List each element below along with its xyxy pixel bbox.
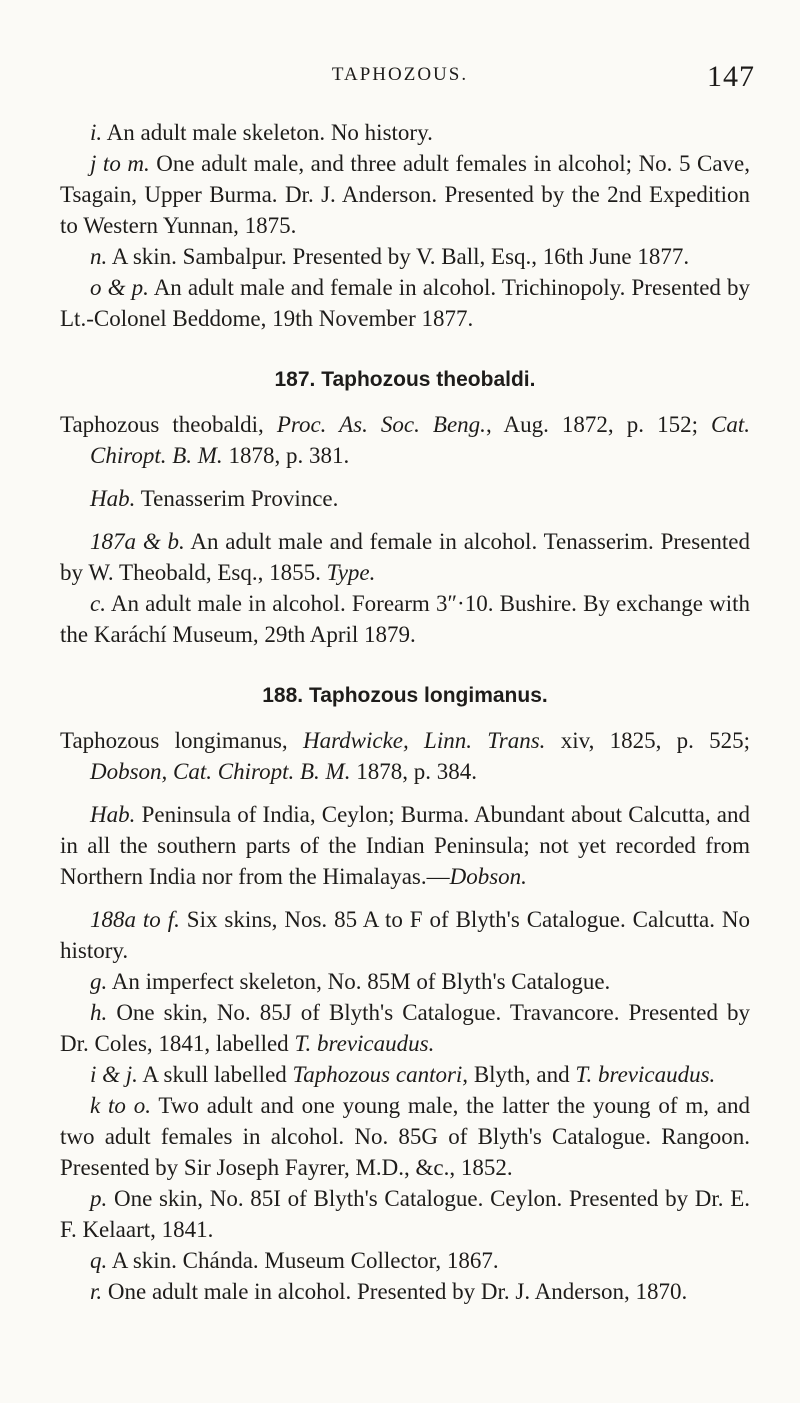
species-heading-187: 187. Taphozous theobaldi.	[274, 368, 536, 391]
entry-187c: c. An adult male in alcohol. Forearm 3″·10. Bushire. By exchange with the Karáchí Museum, 29th April 1879.	[60, 591, 750, 647]
entry-n: n. A skin. Sambalpur. Presented by V. Ball, Esq., 16th June 1877.	[90, 244, 690, 269]
species-heading-188: 188. Taphozous longimanus.	[262, 684, 548, 707]
entry-188r: r. One adult male in alcohol. Presented by Dr. J. Anderson, 1870.	[90, 1279, 688, 1304]
page-body	[60, 117, 750, 1307]
entry-188i-j: i & j. A skull labelled Taphozous cantori, Blyth, and T. brevicaudus.	[90, 1062, 716, 1087]
entry-188h: h. One skin, No. 85J of Blyth's Catalogue. Travancore. Presented by Dr. Coles, 1841, labelled T. brevicaudus.	[60, 1000, 750, 1056]
entry-j-to-m: j to m. One adult male, and three adult females in alcohol; No. 5 Cave, Tsagain, Upper Burma. Dr. J. Anderson. Presented by the 2nd Expedition to Western Yunnan, 1875.	[60, 151, 751, 238]
page-number: 147	[707, 60, 755, 93]
entry-188a-f: 188a to f. Six skins, Nos. 85 A to F of Blyth's Catalogue. Calcutta. No history.	[60, 907, 751, 963]
habitat-188: Hab. Peninsula of India, Ceylon; Burma. Abundant about Calcutta, and in all the southern parts of the Indian Peninsula; not yet recorded from Northern India nor from the Himalayas.—Dobson.	[60, 802, 751, 889]
entry-i: i. An adult male skeleton. No history.	[90, 120, 433, 145]
entry-o-p: o & p. An adult male and female in alcohol. Trichinopoly. Presented by Lt.-Colonel Beddome, 19th November 1877.	[60, 275, 751, 331]
synonymy-188: Taphozous longimanus, Hardwicke, Linn. Trans. xiv, 1825, p. 525; Dobson, Cat. Chiropt. B. M. 1878, p. 384.	[60, 728, 751, 784]
entry-188q: q. A skin. Chánda. Museum Collector, 1867.	[90, 1248, 499, 1273]
entry-188g: g. An imperfect skeleton, No. 85M of Blyth's Catalogue.	[90, 969, 611, 994]
habitat-187: Hab. Tenasserim Province.	[90, 486, 339, 511]
synonymy-187: Taphozous theobaldi, Proc. As. Soc. Beng., Aug. 1872, p. 152; Cat. Chiropt. B. M. 1878, p. 381.	[60, 412, 751, 468]
entry-187a-b: 187a & b. An adult male and female in alcohol. Tenasserim. Presented by W. Theobald, Esq., 1855. Type.	[60, 529, 751, 585]
running-head: TAPHOZOUS.	[331, 64, 469, 85]
entry-188p: p. One skin, No. 85I of Blyth's Catalogue. Ceylon. Presented by Dr. E. F. Kelaart, 1841.	[60, 1186, 750, 1242]
entry-188k-o: k to o. Two adult and one young male, the latter the young of m, and two adult females in alcohol. No. 85G of Blyth's Catalogue. Rangoon. Presented by Sir Joseph Fayrer, M.D., &c., 1852.	[60, 1093, 750, 1180]
